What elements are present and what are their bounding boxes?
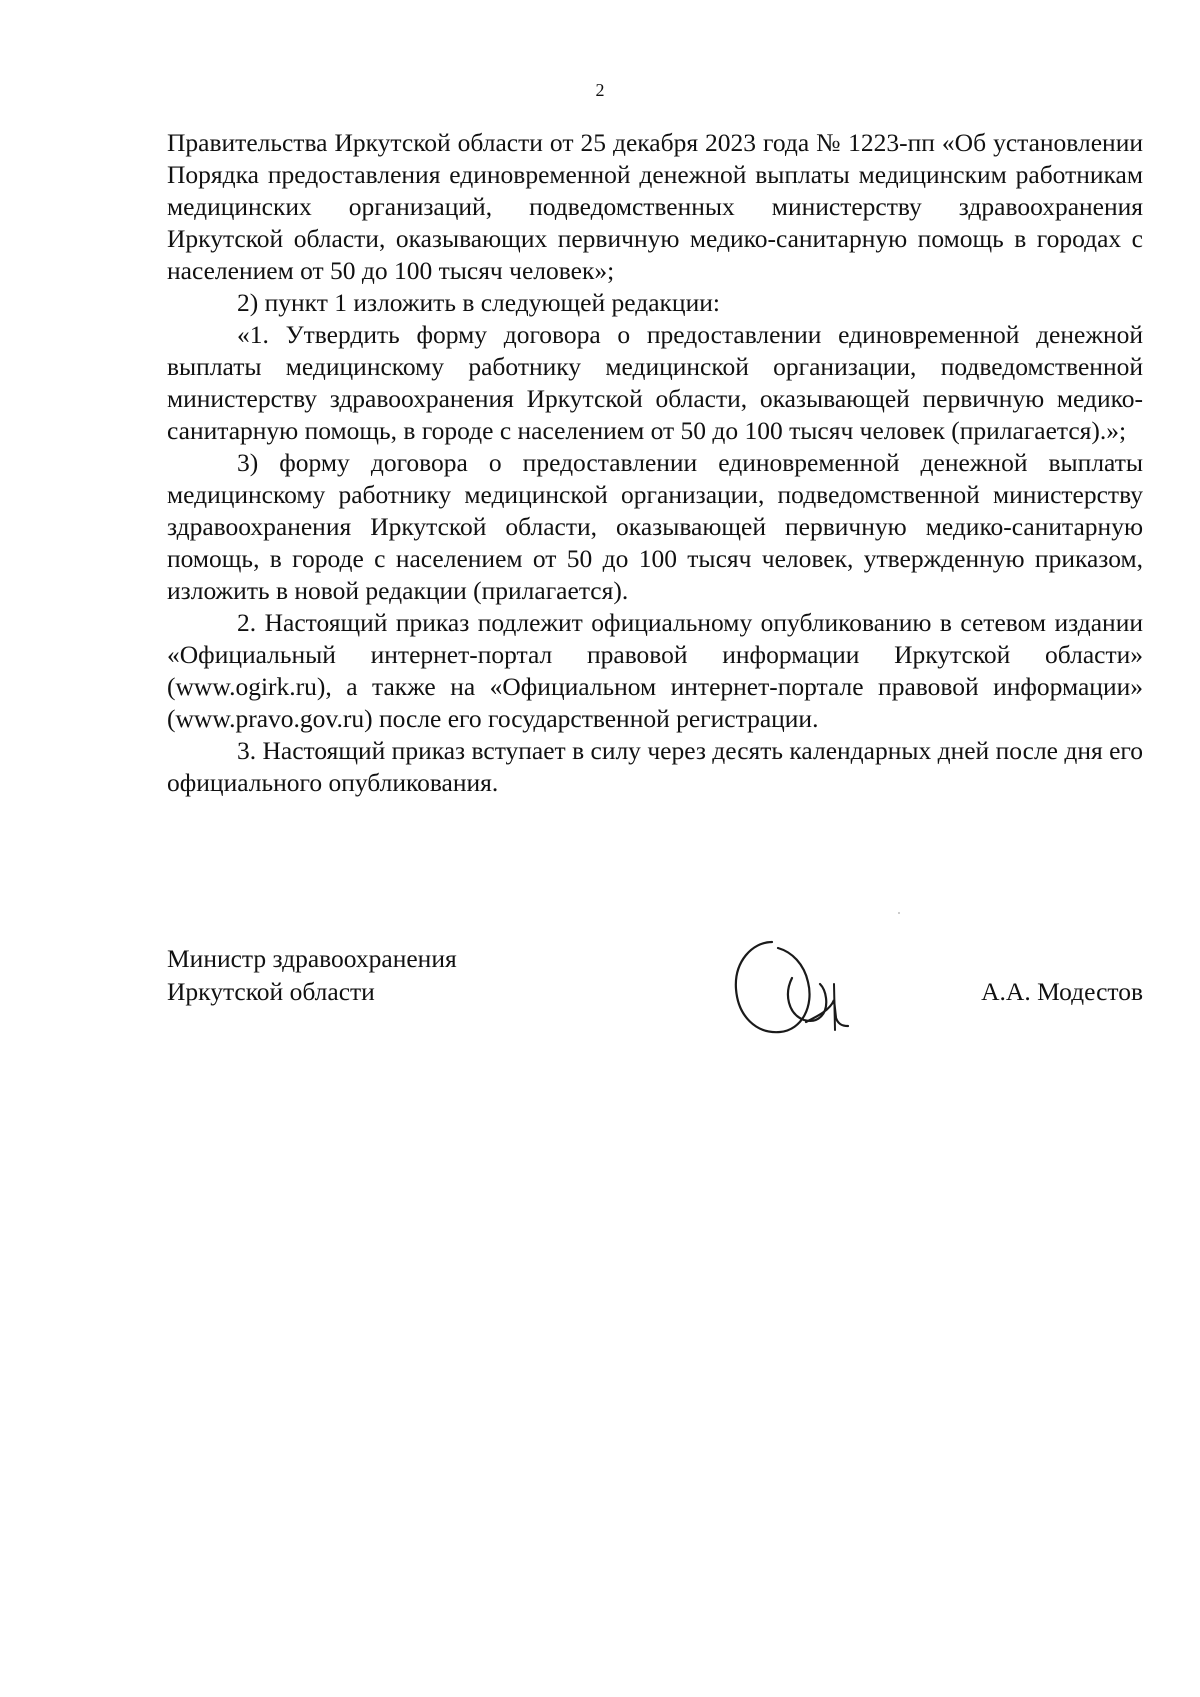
signatory-position	[167, 942, 457, 1008]
signature-block	[167, 942, 1143, 1052]
paragraph-item-2-quote: «1. Утвердить форму договора о предоставлении единовременной денежной выплаты медицинскому работнику медицинской организации, подведомственной министерству здравоохранения Иркутской области, оказывающей первичную медико-санитарную помощь, в городе с населением от 50 до 100 тысяч человек (прилагается).»;	[167, 320, 1143, 445]
paragraph-item-3: 3) форму договора о предоставлении единовременной денежной выплаты медицинскому работнику медицинской организации, подведомственной министерству здравоохранения Иркутской области, оказывающей первичную медико-санитарную помощь, в городе с населением от 50 до 100 тысяч человек, утвержденную приказом, изложить в новой редакции (прилагается).	[167, 448, 1143, 605]
paragraph-clause-3: 3. Настоящий приказ вступает в силу через десять календарных дней после дня его официального опубликования.	[167, 736, 1143, 797]
paragraph-continuation: Правительства Иркутской области от 25 декабря 2023 года № 1223-пп «Об установлении Порядка предоставления единовременной денежной выплаты медицинским работникам медицинских организаций, подведомственных министерству здравоохранения Иркутской области, оказывающих первичную медико-санитарную помощь в городах с населением от 50 до 100 тысяч человек»;	[167, 128, 1143, 285]
signatory-position-line1: Министр здравоохранения	[167, 944, 457, 973]
handwritten-signature	[722, 934, 852, 1044]
signatory-name: А.А. Модестов	[981, 977, 1143, 1006]
scan-speck	[898, 912, 900, 914]
document-body	[167, 127, 1143, 799]
paragraph-clause-2: 2. Настоящий приказ подлежит официальному опубликованию в сетевом издании «Официальный интернет-портал правовой информации Иркутской области» (www.ogirk.ru), а также на «Официальном интернет-портале правовой информации» (www.pravo.gov.ru) после его государственной регистрации.	[167, 608, 1143, 733]
signatory-position-line2: Иркутской области	[167, 977, 375, 1006]
page-number: 2	[595, 80, 605, 100]
paragraph-item-2: 2) пункт 1 изложить в следующей редакции:	[237, 288, 720, 317]
